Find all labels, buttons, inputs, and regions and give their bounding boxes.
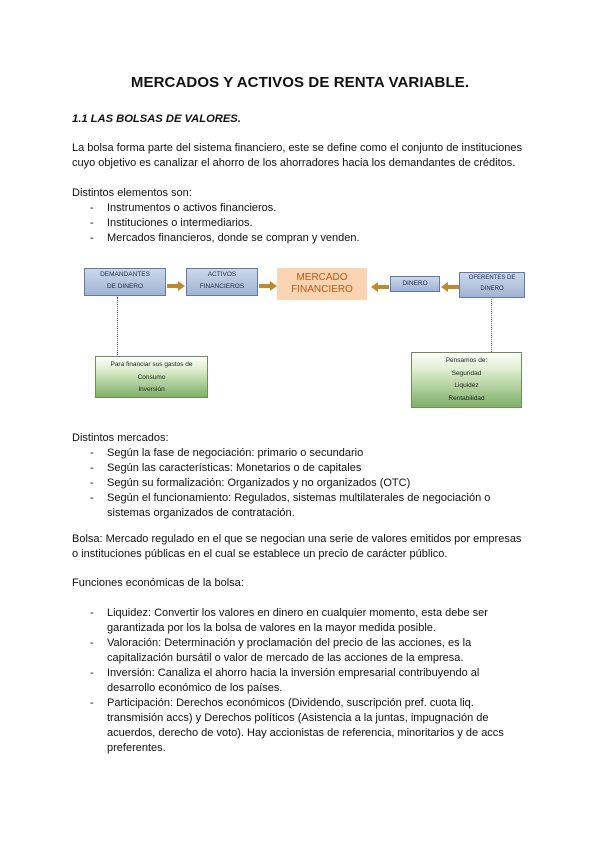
box-line: FINANCIEROS bbox=[199, 283, 245, 290]
list-item bbox=[72, 666, 532, 696]
elementos-list bbox=[72, 201, 532, 246]
mercado-financiero-box bbox=[277, 268, 367, 300]
box-line: Inversión bbox=[138, 386, 165, 393]
mercados-heading: Distintos mercados: bbox=[72, 432, 169, 444]
list-item bbox=[72, 491, 532, 521]
text-line: cuyo objetivo es canalizar el ahorro de los ahorradores hacia los demandantes de créditos. bbox=[72, 157, 516, 169]
text-line: desarrollo económico de los países. bbox=[107, 682, 283, 694]
text-line: - Valoración: Determinación y proclamación del precio de las acciones, es la bbox=[107, 637, 472, 649]
demandantes-purpose-box bbox=[95, 356, 208, 398]
text-line: garantizada por los la bolsa de valores en la mayor medida posible. bbox=[107, 622, 436, 634]
list-item: - Según su formalización: Organizados y no organizados (OTC) bbox=[72, 476, 532, 491]
mercados-block bbox=[72, 431, 532, 521]
box-line: FINANCIERO bbox=[291, 284, 353, 295]
list-item bbox=[72, 696, 532, 756]
mercados-list bbox=[72, 446, 532, 521]
text-line: - Según el funcionamiento: Regulados, sistemas multilaterales de negociación o bbox=[107, 492, 491, 504]
intro-paragraph bbox=[72, 141, 532, 171]
box-line: OFERENTES DE bbox=[468, 275, 516, 281]
box-line: ACTIVOS bbox=[207, 271, 237, 278]
box-line: MERCADO bbox=[296, 272, 348, 283]
arrow-left-icon bbox=[371, 282, 389, 292]
connector-line bbox=[117, 297, 119, 355]
list-item: - Instrumentos o activos financieros. bbox=[72, 201, 532, 216]
box-line: DE DINERO bbox=[106, 283, 144, 290]
list-item bbox=[72, 636, 532, 666]
list-item bbox=[72, 606, 532, 636]
box-line: DINERO bbox=[480, 286, 504, 292]
text-line: sistemas organizados de contratación. bbox=[107, 507, 295, 519]
bolsa-definition bbox=[72, 532, 532, 562]
oferentes-criteria-box bbox=[411, 352, 522, 408]
list-item: - Mercados financieros, donde se compran y venden. bbox=[72, 231, 532, 246]
list-item: - Según la fase de negociación: primario o secundario bbox=[72, 446, 532, 461]
list-item: - Según las características: Monetarios o de capitales bbox=[72, 461, 532, 476]
box-line: Liquidez bbox=[454, 382, 479, 389]
box-line: Seguridad bbox=[451, 369, 482, 377]
activos-box bbox=[186, 268, 258, 296]
elementos-block bbox=[72, 186, 532, 246]
text-line: o instituciones públicas en el cual se establece un precio de carácter público. bbox=[72, 548, 448, 560]
oferentes-box bbox=[459, 272, 525, 298]
list-item: - Instituciones o intermediarios. bbox=[72, 216, 532, 231]
demandantes-box bbox=[84, 268, 166, 296]
text-line: transmisión accs) y Derechos políticos (Asistencia a la juntas, impugnación de bbox=[107, 712, 489, 724]
document-title: MERCADOS Y ACTIVOS DE RENTA VARIABLE. bbox=[130, 74, 470, 91]
text-line: - Liquidez: Convertir los valores en dinero en cualquier momento, esta debe ser bbox=[107, 607, 488, 619]
box-line: Rentabilidad bbox=[448, 394, 485, 402]
arrow-right-icon bbox=[259, 281, 277, 291]
dinero-box: DINERO bbox=[390, 276, 440, 292]
connector-line bbox=[491, 299, 493, 354]
section-heading: 1.1 LAS BOLSAS DE VALORES. bbox=[72, 113, 241, 125]
text-line: La bolsa forma parte del sistema financiero, este se define como el conjunto de instituciones bbox=[72, 142, 523, 154]
box-line: Para financiar sus gastos de bbox=[110, 361, 193, 368]
funciones-heading: Funciones económicas de la bolsa: bbox=[72, 577, 244, 589]
box-line: DEMANDANTES bbox=[100, 271, 150, 278]
text-line: Bolsa: Mercado regulado en el que se negocian una serie de valores emitidos por empresas bbox=[72, 533, 522, 545]
funciones-block bbox=[72, 606, 532, 756]
text-line: capitalización bursátil o valor de mercado de las acciones de la empresa. bbox=[107, 652, 464, 664]
box-line: Consumo bbox=[137, 373, 166, 381]
text-line: - Inversión: Canaliza el ahorro hacia la inversión empresarial contribuyendo al bbox=[107, 667, 480, 679]
elementos-heading: Distintos elementos son: bbox=[72, 187, 192, 199]
arrow-left-icon bbox=[441, 282, 459, 292]
text-line: - Participación: Derechos económicos (Dividendo, suscripción pref. cuota liq. bbox=[107, 697, 474, 709]
funciones-list bbox=[72, 606, 532, 756]
box-line: Pensamos de: bbox=[445, 357, 488, 364]
arrow-right-icon bbox=[167, 281, 185, 291]
text-line: preferentes. bbox=[107, 742, 166, 754]
text-line: acuerdos, derecho de voto). Hay accionistas de referencia, minoritarios y de accs bbox=[107, 727, 504, 739]
